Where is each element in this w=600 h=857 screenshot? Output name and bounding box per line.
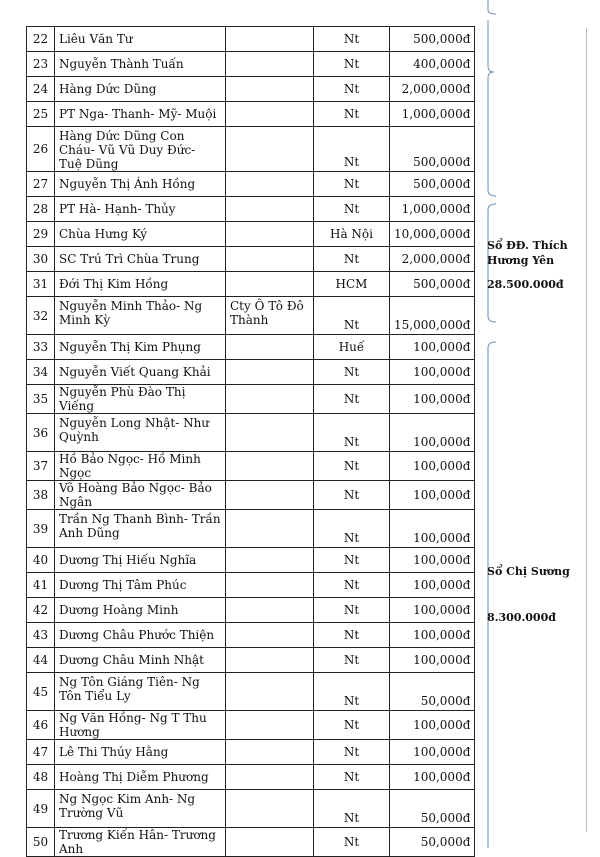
donor-name: Võ Hoàng Bảo Ngọc- Bảo Ngân	[55, 481, 226, 510]
row-number: 45	[27, 673, 55, 711]
donation-amount: 100,000đ	[390, 481, 475, 510]
row-number: 42	[27, 598, 55, 623]
donor-place: Nt	[314, 548, 390, 573]
donor-organization	[226, 623, 314, 648]
row-number: 29	[27, 222, 55, 247]
donation-amount: 100,000đ	[390, 573, 475, 598]
donor-name: Nguyễn Phù Đào Thị Viếng	[55, 385, 226, 414]
donation-amount: 15,000,000đ	[390, 297, 475, 335]
donor-organization	[226, 27, 314, 52]
donor-place: Nt	[314, 102, 390, 127]
donor-organization	[226, 52, 314, 77]
table-row	[27, 790, 475, 828]
donor-organization	[226, 127, 314, 172]
donation-amount: 500,000đ	[390, 127, 475, 172]
donor-name: Nguyễn Minh Thảo- Ng Minh Kỳ	[55, 297, 226, 335]
donation-amount: 100,000đ	[390, 548, 475, 573]
donor-place: Nt	[314, 77, 390, 102]
donation-amount: 50,000đ	[390, 790, 475, 828]
donor-place: Nt	[314, 127, 390, 172]
donor-place: Huế	[314, 335, 390, 360]
row-number: 48	[27, 765, 55, 790]
donor-name: PT Nga- Thanh- Mỹ- Muội	[55, 102, 226, 127]
row-number: 23	[27, 52, 55, 77]
table-row	[27, 127, 475, 172]
row-number: 32	[27, 297, 55, 335]
donor-organization	[226, 452, 314, 481]
donor-name: Hoàng Thị Diễm Phương	[55, 765, 226, 790]
donor-organization	[226, 360, 314, 385]
table-row	[27, 573, 475, 598]
row-number: 26	[27, 127, 55, 172]
row-number: 27	[27, 172, 55, 197]
table-row	[27, 52, 475, 77]
donor-place: Nt	[314, 360, 390, 385]
donor-place: Nt	[314, 27, 390, 52]
donor-place: HCM	[314, 272, 390, 297]
table-row	[27, 510, 475, 548]
table-row	[27, 481, 475, 510]
group-total-thich-huong-yen: 28.500.000đ	[487, 278, 564, 291]
donation-amount: 50,000đ	[390, 828, 475, 857]
donor-name: Liêu Văn Tư	[55, 27, 226, 52]
donor-place: Nt	[314, 172, 390, 197]
donor-place: Nt	[314, 297, 390, 335]
row-number: 31	[27, 272, 55, 297]
row-number: 35	[27, 385, 55, 414]
donation-amount: 100,000đ	[390, 510, 475, 548]
donor-place: Nt	[314, 385, 390, 414]
table-row	[27, 247, 475, 272]
donation-amount: 100,000đ	[390, 385, 475, 414]
donor-organization	[226, 790, 314, 828]
table-row	[27, 673, 475, 711]
donation-amount: 500,000đ	[390, 27, 475, 52]
donor-name: Hàng Dức Dũng Con Cháu- Vũ Vũ Duy Đức- Tuệ Dũng	[55, 127, 226, 172]
donor-organization	[226, 573, 314, 598]
table-row	[27, 711, 475, 740]
table-row	[27, 77, 475, 102]
donor-organization	[226, 673, 314, 711]
donor-place: Nt	[314, 510, 390, 548]
donor-name: Dương Thị Hiếu Nghĩa	[55, 548, 226, 573]
donor-name: Nguyễn Thị Kim Phụng	[55, 335, 226, 360]
donor-name: Chùa Hưng Ký	[55, 222, 226, 247]
group-label-thich-huong-yen	[487, 238, 568, 268]
table-row	[27, 648, 475, 673]
donor-organization	[226, 222, 314, 247]
donor-name: Ng Tôn Giáng Tiên- Ng Tôn Tiểu Ly	[55, 673, 226, 711]
donor-organization	[226, 548, 314, 573]
right-margin-line	[586, 28, 587, 832]
donor-name: Nguyễn Thị Ánh Hồng	[55, 172, 226, 197]
donor-organization	[226, 272, 314, 297]
donor-place: Nt	[314, 740, 390, 765]
donor-name: Lê Thi Thúy Hằng	[55, 740, 226, 765]
donor-name: Nguyễn Thành Tuấn	[55, 52, 226, 77]
table-row	[27, 297, 475, 335]
donor-name: Trần Ng Thanh Bình- Trần Anh Dũng	[55, 510, 226, 548]
donor-organization	[226, 711, 314, 740]
donor-place: Nt	[314, 598, 390, 623]
donation-amount: 10,000,000đ	[390, 222, 475, 247]
top-brace	[482, 0, 512, 200]
donor-organization	[226, 414, 314, 452]
donation-amount: 100,000đ	[390, 452, 475, 481]
donor-organization	[226, 247, 314, 272]
donor-place: Nt	[314, 648, 390, 673]
donation-amount: 100,000đ	[390, 598, 475, 623]
row-number: 37	[27, 452, 55, 481]
row-number: 43	[27, 623, 55, 648]
table-row	[27, 414, 475, 452]
table-row	[27, 27, 475, 52]
donor-organization	[226, 102, 314, 127]
table-row	[27, 548, 475, 573]
row-number: 40	[27, 548, 55, 573]
donor-name: SC Trú Trì Chùa Trung	[55, 247, 226, 272]
table-row	[27, 172, 475, 197]
bottom-brace	[482, 338, 512, 848]
row-number: 38	[27, 481, 55, 510]
donor-organization	[226, 77, 314, 102]
table-row	[27, 452, 475, 481]
donation-table	[26, 26, 475, 857]
donor-name: Nguyễn Long Nhật- Như Quỳnh	[55, 414, 226, 452]
row-number: 22	[27, 27, 55, 52]
row-number: 39	[27, 510, 55, 548]
donor-organization	[226, 740, 314, 765]
donor-name: Đới Thị Kim Hồng	[55, 272, 226, 297]
donor-organization	[226, 510, 314, 548]
row-number: 34	[27, 360, 55, 385]
donor-organization	[226, 172, 314, 197]
row-number: 47	[27, 740, 55, 765]
table-row	[27, 385, 475, 414]
donor-organization	[226, 598, 314, 623]
row-number: 24	[27, 77, 55, 102]
donor-organization	[226, 197, 314, 222]
donor-place: Nt	[314, 247, 390, 272]
donation-amount: 100,000đ	[390, 765, 475, 790]
donor-place: Nt	[314, 573, 390, 598]
donor-place: Nt	[314, 414, 390, 452]
donor-organization	[226, 765, 314, 790]
group-label-chi-suong: Sổ Chị Sương	[487, 565, 570, 578]
donor-name: Nguyễn Viết Quang Khải	[55, 360, 226, 385]
donation-amount: 1,000,000đ	[390, 102, 475, 127]
row-number: 25	[27, 102, 55, 127]
donor-name: Ng Ngọc Kim Anh- Ng Trường Vũ	[55, 790, 226, 828]
donor-organization	[226, 385, 314, 414]
row-number: 28	[27, 197, 55, 222]
donor-name: Ng Văn Hồng- Ng T Thu Hương	[55, 711, 226, 740]
row-number: 50	[27, 828, 55, 857]
donor-organization	[226, 481, 314, 510]
donor-place: Nt	[314, 711, 390, 740]
donation-amount: 100,000đ	[390, 360, 475, 385]
table-row	[27, 765, 475, 790]
donor-organization	[226, 648, 314, 673]
row-number: 30	[27, 247, 55, 272]
table-row	[27, 828, 475, 857]
table-row	[27, 740, 475, 765]
donation-amount: 50,000đ	[390, 673, 475, 711]
donor-name: PT Hà- Hạnh- Thủy	[55, 197, 226, 222]
table-row	[27, 222, 475, 247]
donation-amount: 100,000đ	[390, 623, 475, 648]
table-row	[27, 598, 475, 623]
donor-place: Nt	[314, 790, 390, 828]
table-row	[27, 360, 475, 385]
donation-amount: 2,000,000đ	[390, 77, 475, 102]
donor-place: Nt	[314, 52, 390, 77]
group-label-line2: Hương Yên	[487, 254, 555, 267]
donor-name: Hàng Dức Dũng	[55, 77, 226, 102]
donation-amount: 100,000đ	[390, 335, 475, 360]
donor-name: Dương Thị Tâm Phúc	[55, 573, 226, 598]
group-total-chi-suong: 8.300.000đ	[487, 611, 556, 624]
donation-amount: 100,000đ	[390, 740, 475, 765]
donor-place: Nt	[314, 481, 390, 510]
table-row	[27, 102, 475, 127]
donor-place: Nt	[314, 828, 390, 857]
donor-place: Nt	[314, 765, 390, 790]
donation-amount: 100,000đ	[390, 648, 475, 673]
donor-organization	[226, 335, 314, 360]
row-number: 44	[27, 648, 55, 673]
donation-amount: 400,000đ	[390, 52, 475, 77]
donation-amount: 500,000đ	[390, 172, 475, 197]
donor-organization	[226, 828, 314, 857]
donor-name: Trương Kiến Hân- Trương Anh	[55, 828, 226, 857]
donor-place: Nt	[314, 623, 390, 648]
donation-amount: 100,000đ	[390, 414, 475, 452]
donor-name: Dương Hoàng Minh	[55, 598, 226, 623]
row-number: 49	[27, 790, 55, 828]
row-number: 41	[27, 573, 55, 598]
row-number: 36	[27, 414, 55, 452]
donation-amount: 2,000,000đ	[390, 247, 475, 272]
row-number: 46	[27, 711, 55, 740]
donation-amount: 1,000,000đ	[390, 197, 475, 222]
donor-place: Nt	[314, 197, 390, 222]
table-row	[27, 623, 475, 648]
table-row	[27, 335, 475, 360]
donor-place: Nt	[314, 452, 390, 481]
donation-amount: 500,000đ	[390, 272, 475, 297]
donor-place: Nt	[314, 673, 390, 711]
donor-name: Hồ Bảo Ngọc- Hồ Minh Ngọc	[55, 452, 226, 481]
donor-organization: Cty Ô Tô Đô Thành	[226, 297, 314, 335]
table-row	[27, 272, 475, 297]
donor-place: Hà Nội	[314, 222, 390, 247]
donation-amount: 100,000đ	[390, 711, 475, 740]
row-number: 33	[27, 335, 55, 360]
group-label-line1: Sổ ĐĐ. Thích	[487, 239, 568, 252]
table-row	[27, 197, 475, 222]
donor-name: Dương Châu Phước Thiện	[55, 623, 226, 648]
donor-name: Dương Châu Minh Nhật	[55, 648, 226, 673]
